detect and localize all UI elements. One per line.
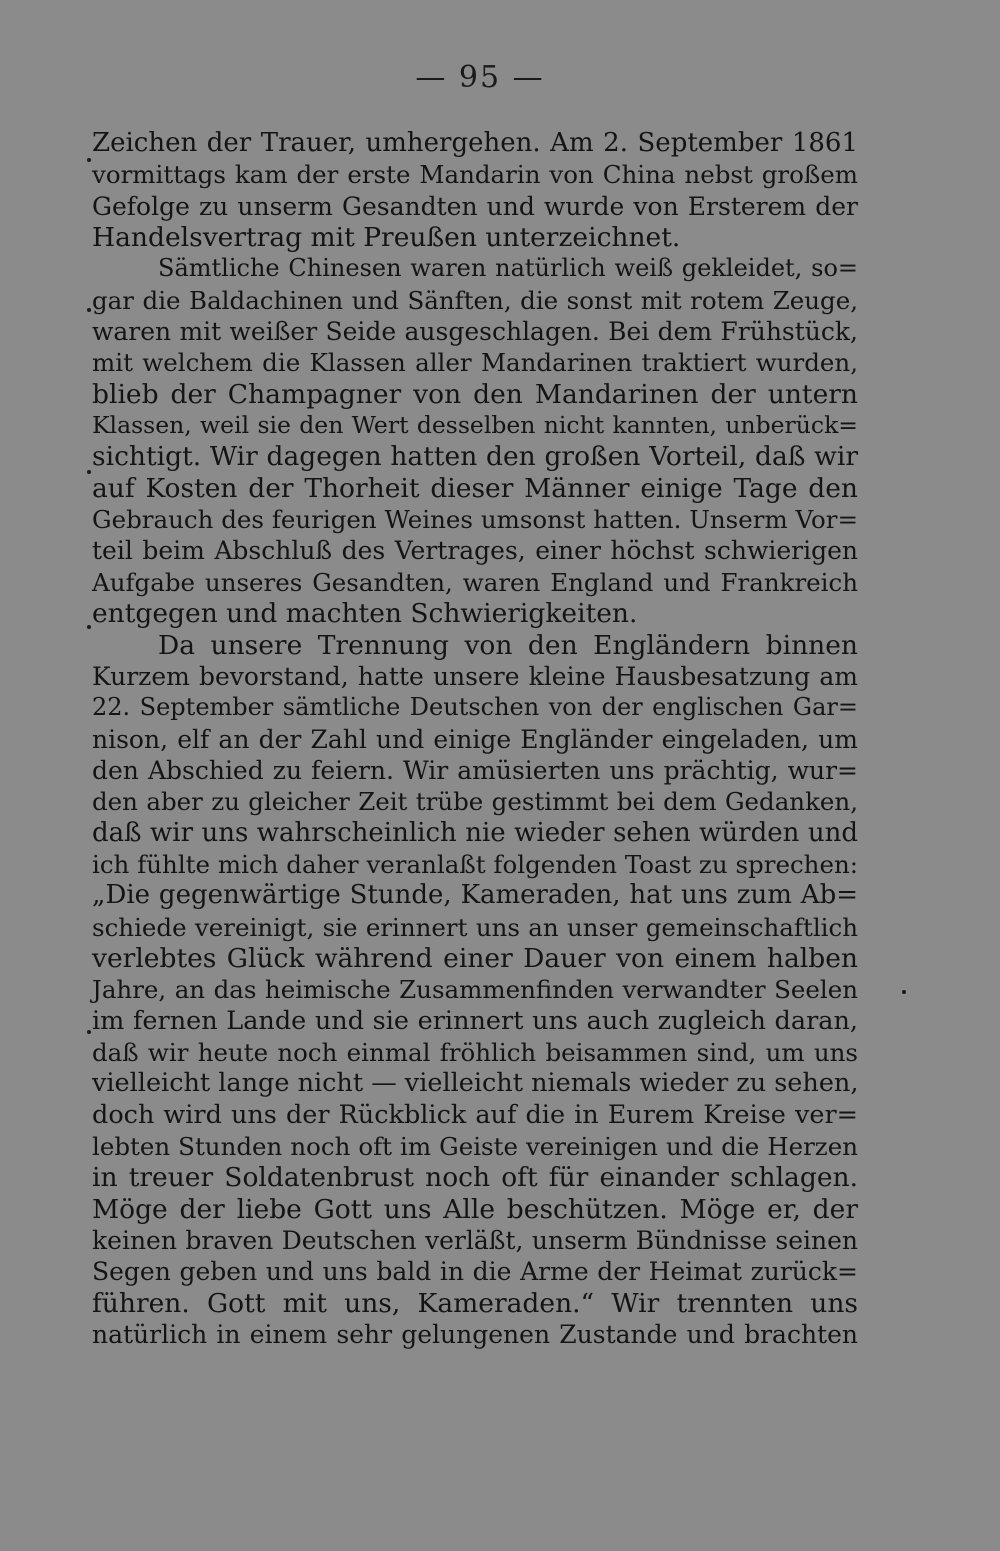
text-line: Möge der liebe Gott uns Alle beschützen. Möge er, der [92, 1193, 858, 1225]
text-line: Klassen, weil sie den Wert desselben nicht kannten, unberück= [92, 411, 858, 440]
text-line: Da unsere Trennung von den Engländern binnen [158, 629, 858, 661]
text-line: Kurzem bevorstand, hatte unsere kleine Hausbesatzung am [92, 661, 858, 691]
text-line: Handelsvertrag mit Preußen unterzeichnet. [92, 222, 681, 254]
text-line: natürlich in einem sehr gelungenen Zustande und brachten [92, 1320, 858, 1350]
text-line: Gebrauch des feurigen Weines umsonst hatten. Unserm Vor= [92, 505, 858, 535]
text-line: nison, elf an der Zahl und einige Engländer eingeladen, um [92, 724, 858, 754]
print-speck [87, 1030, 91, 1034]
text-line: waren mit weißer Seide ausgeschlagen. Bei dem Frühstück, [92, 317, 858, 347]
print-speck [902, 990, 906, 994]
text-line: daß wir heute noch einmal fröhlich beisammen sind, um uns [92, 1037, 858, 1067]
text-line: auf Kosten der Thorheit dieser Männer einige Tage den [92, 472, 858, 504]
text-line: daß wir uns wahrscheinlich nie wieder sehen würden und [92, 817, 858, 848]
text-line: im fernen Lande und sie erinnert uns auch zugleich daran, [92, 1005, 858, 1036]
text-line: vormittags kam der erste Mandarin von China nebst großem [92, 160, 858, 190]
text-line: Sämtliche Chinesen waren natürlich weiß gekleidet, so= [158, 254, 858, 283]
text-line: den Abschied zu feiern. Wir amüsierten uns prächtig, wur= [92, 755, 858, 785]
text-line: führen. Gott mit uns, Kameraden.“ Wir trennten uns [92, 1287, 858, 1319]
text-line: Segen geben und uns bald in die Arme der Heimat zurück= [92, 1257, 858, 1287]
text-line: teil beim Abschluß des Vertrages, einer höchst schwierigen [92, 536, 858, 566]
print-speck [87, 625, 91, 629]
text-line: Aufgabe unseres Gesandten, waren England und Frankreich [92, 567, 858, 597]
text-line: den aber zu gleicher Zeit trübe gestimmt bei dem Gedanken, [92, 787, 858, 817]
text-line: keinen braven Deutschen verläßt, unserm Bündnisse seinen [92, 1226, 858, 1256]
print-speck [87, 308, 91, 312]
print-speck [87, 158, 91, 162]
text-line: doch wird uns der Rückblick auf die in Eurem Kreise ver= [92, 1099, 858, 1130]
text-line: Gefolge zu unserm Gesandten und wurde von Ersterem der [92, 191, 858, 221]
print-speck [87, 470, 91, 474]
text-line: Jahre, an das heimische Zusammenfinden verwandter Seelen [92, 975, 858, 1005]
text-line: gar die Baldachinen und Sänften, die sonst mit rotem Zeuge, [92, 285, 858, 315]
text-line: sichtigt. Wir dagegen hatten den großen Vorteil, daß wir [92, 441, 858, 473]
body-text [92, 128, 858, 1350]
text-line: schiede vereinigt, sie erinnert uns an unser gemeinschaftlich [92, 912, 858, 942]
text-line: verlebtes Glück während einer Dauer von einem halben [92, 942, 858, 974]
page-number: — 95 — [415, 60, 545, 95]
text-line: entgegen und machten Schwierigkeiten. [92, 598, 638, 630]
text-line: Zeichen der Trauer, umhergehen. Am 2. September 1861 [92, 128, 858, 158]
text-line: blieb der Champagner von den Mandarinen der untern [92, 378, 858, 410]
text-line: ich fühlte mich daher veranlaßt folgenden Toast zu sprechen: [92, 849, 858, 879]
text-line: mit welchem die Klassen aller Mandarinen traktiert wurden, [92, 348, 858, 378]
text-line: in treuer Soldatenbrust noch oft für einander schlagen. [92, 1162, 858, 1194]
text-line: 22. September sämtliche Deutschen von der englischen Gar= [92, 693, 858, 722]
text-line: „Die gegenwärtige Stunde, Kameraden, hat uns zum Ab= [92, 880, 858, 911]
text-line: lebten Stunden noch oft im Geiste vereinigen und die Herzen [92, 1132, 858, 1161]
text-line: vielleicht lange nicht — vielleicht niemals wieder zu sehen, [92, 1068, 859, 1099]
